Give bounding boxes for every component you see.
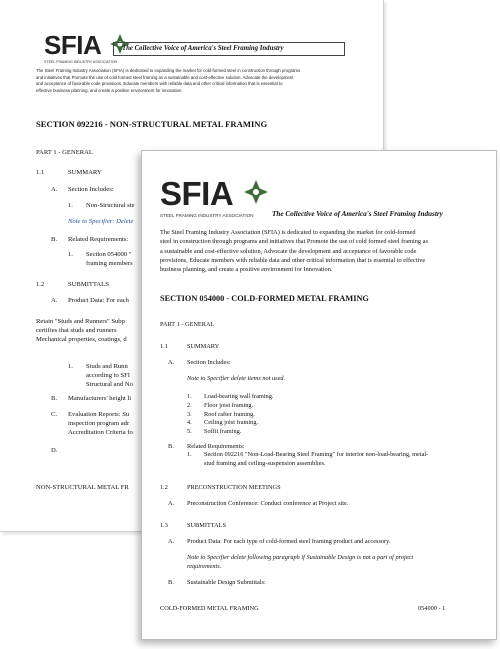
back-logo-wordmark: SFIA bbox=[44, 30, 102, 60]
back-para-label: A. bbox=[51, 186, 58, 193]
front-logo-star-icon bbox=[244, 180, 268, 204]
back-note-line: certifies that studs and runners bbox=[36, 327, 117, 334]
front-item-list bbox=[187, 393, 273, 437]
back-intro-line: The Steel Framing Industry Association (SFIA) is dedicated to expanding the market for cold-formed steel in construction through programs bbox=[36, 68, 301, 73]
back-section-title: SECTION 092216 - NON-STRUCTURAL METAL FRAMING bbox=[36, 119, 268, 129]
back-intro-line: and acceptance of favorable code provisions, Educate members with reliable data and other critical information that is essential to bbox=[36, 81, 283, 87]
back-item-text: Non-Structural ste bbox=[86, 202, 135, 209]
front-intro-line: provisions, Educate members with reliable data and other critical information that is essential to effective bbox=[160, 256, 426, 264]
front-item-text: Ceiling joist framing. bbox=[204, 419, 259, 427]
back-para-label: B. bbox=[51, 395, 58, 402]
front-item-number: 2. bbox=[187, 401, 192, 409]
list-item bbox=[187, 428, 273, 437]
back-item-text: Section 054000 " bbox=[86, 251, 132, 258]
front-item-number: 5. bbox=[187, 428, 192, 436]
front-part-heading: PART 1 - GENERAL bbox=[160, 321, 215, 328]
front-tagline: The Collective Voice of America's Steel Framing Industry bbox=[272, 210, 443, 218]
back-note-line: Retain "Studs and Runners" Subp bbox=[36, 318, 125, 325]
front-specifier-note: Note to Specifier delete following paragraph if Sustainable Design is not a part of project bbox=[187, 554, 414, 561]
front-para-label: A. bbox=[168, 359, 175, 366]
back-intro-paragraph bbox=[36, 68, 300, 95]
back-para-text: Manufacturers' height li bbox=[68, 395, 132, 402]
back-intro-line: and initiatives that Promote the use of cold formed steel framing as a sustainable and cost-effective solution, Advocate the development bbox=[36, 74, 294, 80]
back-para-text: Accreditation Criteria fo bbox=[68, 429, 133, 436]
front-footer-title: COLD-FORMED METAL FRAMING bbox=[160, 605, 259, 612]
front-item-text: Roof rafter framing. bbox=[204, 410, 255, 418]
front-logo-wordmark: SFIA bbox=[160, 175, 234, 212]
front-item-number: 1. bbox=[187, 393, 192, 400]
back-tagline-text: The Collective Voice of America's Steel Framing Industry bbox=[122, 45, 284, 52]
front-item-text: Soffit framing. bbox=[204, 428, 242, 436]
front-item-text: Load-bearing wall framing. bbox=[204, 393, 274, 400]
back-item-text: according to SFI bbox=[86, 372, 130, 379]
front-para-text: Section Includes: bbox=[187, 359, 231, 366]
back-article-title: SUMMARY bbox=[68, 169, 102, 176]
front-para-label: B. bbox=[168, 579, 174, 586]
front-item-text: Section 092216 "Non-Load-Bearing Steel Framing" for interior non-load-bearing, metal- bbox=[204, 451, 429, 458]
front-article-title: PRECONSTRUCTION MEETINGS bbox=[187, 484, 281, 491]
list-item bbox=[187, 393, 273, 402]
back-page-footer: NON-STRUCTURAL METAL FR bbox=[36, 484, 129, 491]
front-footer-page-number: 054000 - 1 bbox=[418, 605, 446, 612]
front-para-text: Preconstruction Conference: Conduct conference at Project site. bbox=[187, 500, 349, 507]
front-intro-paragraph bbox=[160, 228, 428, 274]
back-article-number: 1.2 bbox=[36, 281, 45, 288]
back-para-text: Product Data: For each bbox=[68, 297, 129, 304]
front-article-number: 1.3 bbox=[160, 522, 168, 529]
back-logo-subtext: STEEL FRAMING INDUSTRY ASSOCIATION bbox=[44, 60, 118, 64]
front-item-text: stud framing and ceiling-suspension assemblies. bbox=[204, 460, 326, 467]
back-para-label: A. bbox=[51, 297, 58, 304]
list-item bbox=[187, 411, 273, 420]
back-item-text: framing members bbox=[86, 260, 133, 267]
list-item bbox=[187, 402, 273, 411]
front-para-label: A. bbox=[168, 538, 175, 545]
front-logo-subtext: STEEL FRAMING INDUSTRY ASSOCIATION bbox=[160, 213, 254, 218]
front-item-number: 3. bbox=[187, 410, 192, 418]
front-para-text: Product Data: For each type of cold-formed steel framing product and accessory. bbox=[187, 538, 391, 545]
back-item-number: 1. bbox=[68, 363, 73, 370]
front-section-title: SECTION 054000 - COLD-FORMED METAL FRAMING bbox=[160, 294, 369, 303]
back-para-text: Related Requirements: bbox=[68, 236, 129, 243]
front-article-title: SUMMARY bbox=[187, 343, 220, 350]
front-para-text: Sustainable Design Submittals: bbox=[187, 579, 266, 586]
back-item-number: 1. bbox=[68, 251, 73, 258]
back-tagline bbox=[113, 42, 345, 56]
front-intro-line: The Steel Framing Industry Association (SFIA) is dedicated to expanding the market for cold-formed bbox=[160, 229, 416, 236]
front-article-number: 1.1 bbox=[160, 343, 168, 350]
front-item-number: 1. bbox=[187, 451, 192, 458]
front-para-text: Related Requirements: bbox=[187, 443, 245, 450]
front-specifier-note: requirements. bbox=[187, 563, 222, 570]
front-intro-line: business planning, and create a positive environment for Innovation. bbox=[160, 266, 333, 274]
back-para-text: inspection program adr bbox=[68, 420, 130, 427]
front-specifier-note: Note to Specifier delete items not used. bbox=[187, 375, 286, 382]
front-sfia-logo bbox=[160, 177, 270, 221]
back-para-text: Evaluation Reports: Su bbox=[68, 411, 130, 418]
back-note-line: Mechanical properties, coatings, d bbox=[36, 336, 127, 343]
back-para-text: Section Includes: bbox=[68, 186, 114, 193]
back-specifier-note: Note to Specifier: Delete bbox=[68, 218, 134, 225]
list-item bbox=[187, 419, 273, 428]
back-item-text: Studs and Runn bbox=[86, 363, 128, 370]
front-document-page bbox=[141, 150, 497, 640]
back-para-label: D. bbox=[51, 447, 58, 454]
front-para-label: A. bbox=[168, 500, 175, 507]
back-article-title: SUBMITTALS bbox=[68, 281, 109, 288]
front-item-text: Floor joist framing. bbox=[204, 401, 254, 409]
back-item-text: Structural and No bbox=[86, 381, 133, 388]
front-para-label: B. bbox=[168, 443, 174, 450]
back-item-number: 1. bbox=[68, 202, 73, 209]
back-part-heading: PART 1 - GENERAL bbox=[36, 149, 93, 156]
front-article-title: SUBMITTALS bbox=[187, 522, 227, 529]
back-intro-line: effective business planning, and create a positive environment for innovation. bbox=[36, 88, 183, 94]
front-intro-line: steel in construction through programs and initiatives that Promote the use of cold formed steel framing as bbox=[160, 238, 428, 246]
back-para-label: C. bbox=[51, 411, 58, 418]
front-intro-line: a sustainable and cost-effective solution, Advocate the development and acceptance of favorable code bbox=[160, 247, 417, 255]
front-article-number: 1.2 bbox=[160, 484, 168, 491]
back-article-number: 1.1 bbox=[36, 169, 45, 176]
back-para-label: B. bbox=[51, 236, 58, 243]
front-item-number: 4. bbox=[187, 419, 192, 427]
